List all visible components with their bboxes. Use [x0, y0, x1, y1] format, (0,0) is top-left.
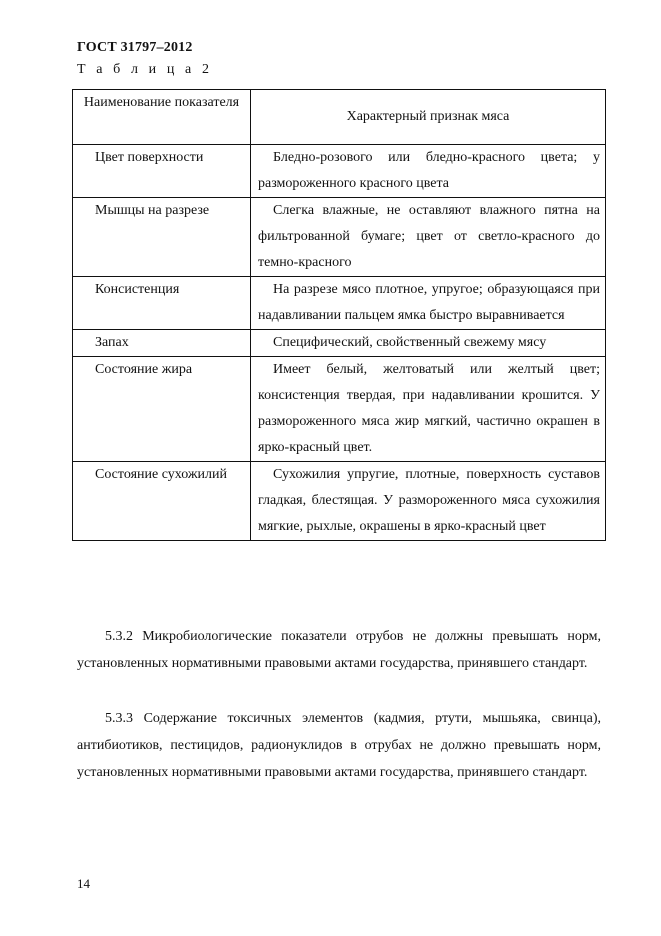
row-name-cell: Консистенция — [73, 277, 251, 330]
row-characteristic-cell: Бледно-розового или бледно-красного цвета; у размороженного красного цвета — [251, 145, 606, 198]
row-name-cell: Запах — [73, 330, 251, 357]
row-characteristic-cell: Слегка влажные, не оставляют влажного пятна на фильтрованной бумаге; цвет от светло-красного до темно-красного — [251, 198, 606, 277]
page-number: 14 — [77, 876, 90, 891]
row-characteristic-cell: Специфический, свойственный свежему мясу — [251, 330, 606, 357]
table-header-row — [73, 90, 606, 145]
row-name-cell: Состояние сухожилий — [73, 462, 251, 541]
table-row — [73, 145, 606, 198]
meat-characteristics-table — [72, 89, 606, 541]
row-characteristic-cell: Имеет белый, желтоватый или желтый цвет; консистенция твердая, при надавливании крошится. У размороженного мяса жир мягкий, частично окрашен в ярко-красный цвет. — [251, 357, 606, 462]
row-name-cell: Мышцы на разрезе — [73, 198, 251, 277]
row-characteristic-cell: Сухожилия упругие, плотные, поверхность суставов гладкая, блестящая. У размороженного мяса сухожилия мягкие, рыхлые, окрашены в ярко-красный цвет — [251, 462, 606, 541]
row-name-cell: Цвет поверхности — [73, 145, 251, 198]
column-header-name: Наименование показателя — [73, 90, 251, 145]
table-row — [73, 277, 606, 330]
table-caption: Т а б л и ц а 2 — [77, 62, 213, 77]
table-row — [73, 198, 606, 277]
row-name-cell: Состояние жира — [73, 357, 251, 462]
table-row — [73, 462, 606, 541]
table-row — [73, 330, 606, 357]
paragraph-5-3-2: 5.3.2 Микробиологические показатели отрубов не должны превышать норм, установленных нормативными правовыми актами государства, принявшего стандарт. — [77, 629, 601, 671]
table-row — [73, 357, 606, 462]
document-code: ГОСТ 31797–2012 — [77, 40, 193, 55]
paragraph-5-3-3: 5.3.3 Содержание токсичных элементов (кадмия, ртути, мышьяка, свинца), антибиотиков, пестицидов, радионуклидов в отрубах не должно превышать норм, установленных нормативными правовыми актами государства, принявшего стандарт. — [77, 711, 601, 780]
column-header-characteristic: Характерный признак мяса — [251, 90, 606, 145]
row-characteristic-cell: На разрезе мясо плотное, упругое; образующаяся при надавливании пальцем ямка быстро выравнивается — [251, 277, 606, 330]
